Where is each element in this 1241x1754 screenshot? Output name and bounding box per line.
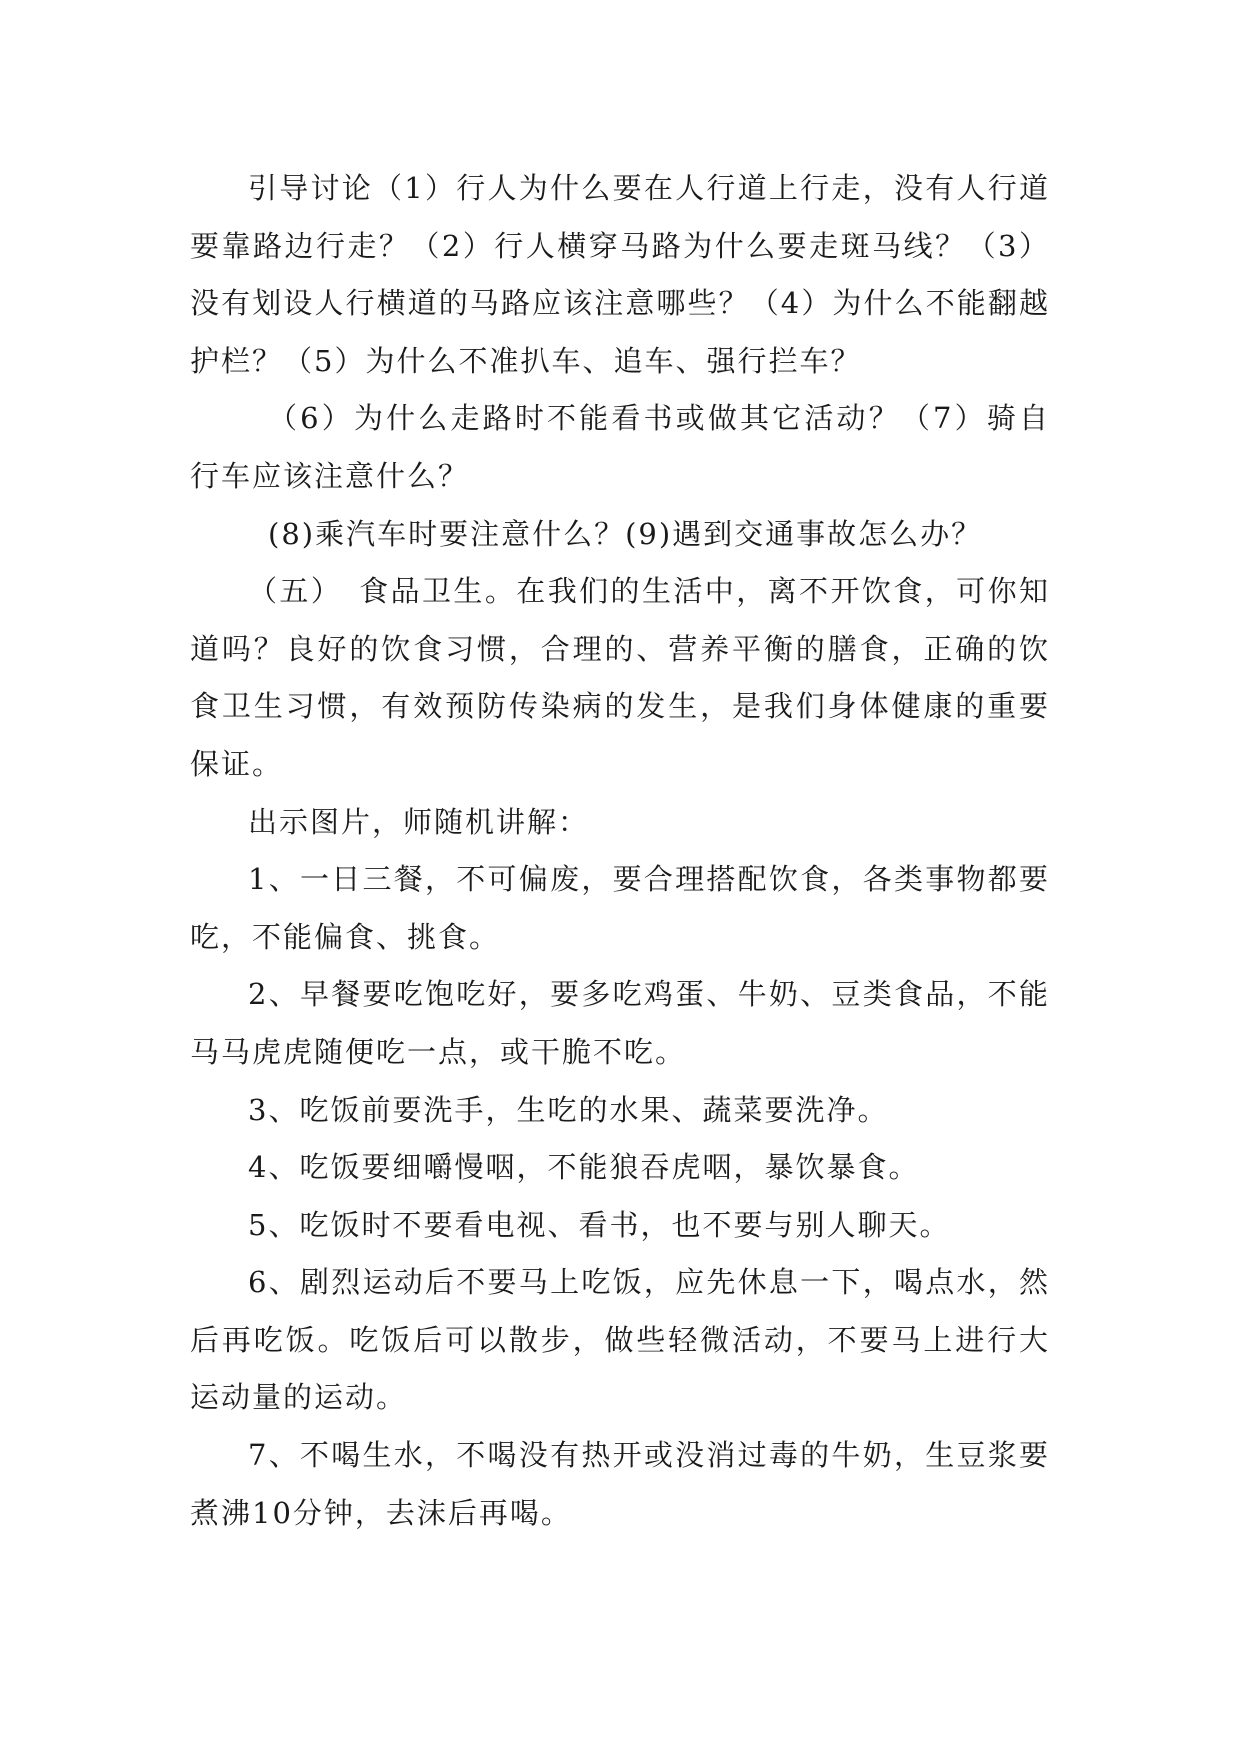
document-body xyxy=(190,160,1050,1542)
paragraph-questions-8-9: (8)乘汽车时要注意什么？(9)遇到交通事故怎么办？ xyxy=(268,516,983,551)
paragraph-discussion-questions: 引导讨论（1）行人为什么要在人行道上行走，没有人行道要靠路边行走？（2）行人横穿马路为什么要走斑马线？（3）没有划设人行横道的马路应该注意哪些？（4）为什么不能翻越护栏？（5）为什么不准扒车、追车、强行拦车？ xyxy=(190,171,1050,378)
list-item-2: 2、早餐要吃饱吃好，要多吃鸡蛋、牛奶、豆类食品，不能马马虎虎随便吃一点，或干脆不吃。 xyxy=(190,977,1050,1069)
list-item-5: 5、吃饭时不要看电视、看书，也不要与别人聊天。 xyxy=(248,1207,951,1242)
list-item-3: 3、吃饭前要洗手，生吃的水果、蔬菜要洗净。 xyxy=(248,1092,889,1127)
list-item-6: 6、剧烈运动后不要马上吃饭，应先休息一下，喝点水，然后再吃饭。吃饭后可以散步，做些轻微活动，不要马上进行大运动量的运动。 xyxy=(190,1265,1050,1415)
list-item-1: 1、一日三餐，不可偏废，要合理搭配饮食，各类事物都要吃，不能偏食、挑食。 xyxy=(190,862,1050,954)
list-item-4: 4、吃饭要细嚼慢咽，不能狼吞虎咽，暴饮暴食。 xyxy=(248,1150,920,1185)
list-item-7: 7、不喝生水，不喝没有热开或没消过毒的牛奶，生豆浆要煮沸10分钟，去沫后再喝。 xyxy=(190,1438,1050,1530)
paragraph-show-pictures: 出示图片，师随机讲解： xyxy=(248,804,590,839)
paragraph-food-hygiene: （五） 食品卫生。在我们的生活中，离不开饮食，可你知道吗？良好的饮食习惯，合理的、营养平衡的膳食，正确的饮食卫生习惯，有效预防传染病的发生，是我们身体健康的重要保证。 xyxy=(190,574,1050,781)
paragraph-questions-6-7: （6）为什么走路时不能看书或做其它活动？（7）骑自行车应该注意什么？ xyxy=(190,401,1050,493)
